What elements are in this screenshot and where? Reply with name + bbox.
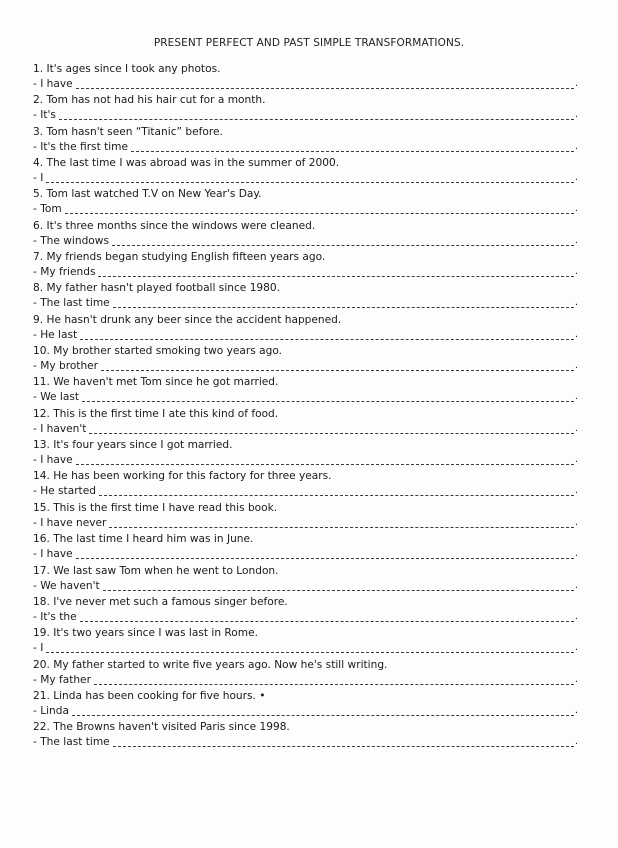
answer-prompt: - It's bbox=[33, 109, 56, 122]
exercise-item bbox=[33, 593, 578, 624]
exercise-item bbox=[33, 656, 578, 687]
answer-prompt: - My father bbox=[33, 673, 91, 686]
exercise-item bbox=[33, 405, 578, 436]
answer-prompt: - My friends bbox=[33, 266, 96, 279]
exercise-question: 17. We last saw Tom when he went to London. bbox=[33, 564, 279, 577]
answer-end-period: . bbox=[574, 234, 578, 246]
answer-prompt: - My brother bbox=[33, 360, 99, 373]
answer-end-period: . bbox=[574, 642, 578, 654]
answer-blank-line[interactable] bbox=[46, 642, 573, 653]
answer-row bbox=[33, 265, 578, 279]
exercise-question: 10. My brother started smoking two years ago. bbox=[33, 345, 282, 358]
answer-prompt: - We last bbox=[33, 391, 80, 404]
answer-row bbox=[33, 673, 578, 687]
answer-row bbox=[33, 610, 578, 624]
answer-blank-line[interactable] bbox=[109, 517, 573, 528]
answer-row bbox=[33, 328, 578, 342]
answer-prompt: - I have never bbox=[33, 516, 107, 529]
exercise-item bbox=[33, 499, 578, 530]
exercise-item bbox=[33, 718, 578, 749]
answer-row bbox=[33, 484, 578, 498]
answer-end-period: . bbox=[574, 203, 578, 215]
answer-blank-line[interactable] bbox=[65, 203, 574, 214]
exercise-question: 20. My father started to write five years ago. Now he's still writing. bbox=[33, 658, 388, 671]
answer-end-period: . bbox=[574, 360, 578, 372]
answer-row bbox=[33, 579, 578, 593]
exercise-item bbox=[33, 562, 578, 593]
exercise-question: 14. He has been working for this factory for three years. bbox=[33, 470, 332, 483]
exercise-item bbox=[33, 436, 578, 467]
answer-end-period: . bbox=[574, 610, 578, 622]
page-title: PRESENT PERFECT AND PAST SIMPLE TRANSFORMATIONS. bbox=[153, 37, 465, 49]
answer-row bbox=[33, 641, 578, 655]
exercise-question: 9. He hasn't drunk any beer since the accident happened. bbox=[33, 313, 342, 326]
exercise-question: 22. The Browns haven't visited Paris since 1998. bbox=[33, 721, 290, 734]
exercise-item bbox=[33, 60, 578, 91]
exercise-item bbox=[33, 248, 578, 279]
answer-end-period: . bbox=[574, 391, 578, 403]
answer-prompt: - The last time bbox=[33, 297, 110, 310]
exercise-item bbox=[33, 123, 578, 154]
answer-end-period: . bbox=[574, 172, 578, 184]
exercise-question: 8. My father hasn't played football since 1980. bbox=[33, 282, 281, 295]
exercise-question: 7. My friends began studying English fifteen years ago. bbox=[33, 251, 326, 264]
exercise-question: 19. It's two years since I was last in Rome. bbox=[33, 627, 258, 640]
exercise-item bbox=[33, 624, 578, 655]
exercise-question: 18. I've never met such a famous singer before. bbox=[33, 595, 288, 608]
answer-end-period: . bbox=[574, 579, 578, 591]
answer-blank-line[interactable] bbox=[101, 360, 574, 371]
answer-blank-line[interactable] bbox=[72, 705, 574, 716]
answer-prompt: - The last time bbox=[33, 736, 110, 749]
answer-row bbox=[33, 422, 578, 436]
exercise-item bbox=[33, 373, 578, 404]
exercise-item bbox=[33, 530, 578, 561]
exercise-question: 4. The last time I was abroad was in the summer of 2000. bbox=[33, 157, 340, 170]
answer-prompt: - Linda bbox=[33, 704, 69, 717]
exercise-question: 13. It's four years since I got married. bbox=[33, 439, 233, 452]
answer-prompt: - I bbox=[33, 172, 44, 185]
answer-end-period: . bbox=[574, 78, 578, 89]
answer-prompt: - The windows bbox=[33, 234, 109, 247]
exercise-question: 15. This is the first time I have read this book. bbox=[33, 501, 278, 514]
exercise-item bbox=[33, 91, 578, 122]
answer-blank-line[interactable] bbox=[98, 266, 573, 277]
answer-prompt: - It's the first time bbox=[33, 140, 129, 153]
answer-end-period: . bbox=[574, 454, 578, 466]
answer-prompt: - I have bbox=[33, 78, 73, 90]
answer-row bbox=[33, 704, 578, 718]
answer-row bbox=[33, 140, 578, 154]
exercise-item bbox=[33, 279, 578, 310]
exercise-list bbox=[33, 60, 578, 750]
answer-end-period: . bbox=[574, 422, 578, 434]
exercise-question: 5. Tom last watched T.V on New Year's Day. bbox=[33, 188, 262, 201]
answer-prompt: - I haven't bbox=[33, 422, 87, 435]
exercise-item bbox=[33, 311, 578, 342]
answer-blank-line[interactable] bbox=[112, 235, 574, 246]
answer-prompt: - He last bbox=[33, 328, 78, 341]
exercise-question: 21. Linda has been cooking for five hours. • bbox=[33, 689, 266, 702]
answer-end-period: . bbox=[574, 109, 578, 121]
answer-row bbox=[33, 108, 578, 122]
answer-blank-line[interactable] bbox=[103, 580, 574, 591]
answer-prompt: - I have bbox=[33, 548, 73, 561]
exercise-question: 6. It's three months since the windows were cleaned. bbox=[33, 219, 316, 232]
answer-end-period: . bbox=[574, 516, 578, 528]
answer-blank-line[interactable] bbox=[76, 454, 574, 465]
exercise-question: 2. Tom has not had his hair cut for a month. bbox=[33, 94, 266, 107]
answer-row bbox=[33, 77, 578, 91]
exercise-question: 11. We haven't met Tom since he got married. bbox=[33, 376, 279, 389]
exercise-item bbox=[33, 154, 578, 185]
answer-prompt: - I bbox=[33, 642, 44, 655]
answer-row bbox=[33, 547, 578, 561]
answer-end-period: . bbox=[574, 548, 578, 560]
answer-prompt: - I have bbox=[33, 454, 73, 467]
answer-prompt: - He started bbox=[33, 485, 96, 498]
answer-blank-line[interactable] bbox=[80, 329, 574, 340]
answer-row bbox=[33, 390, 578, 404]
answer-blank-line[interactable] bbox=[59, 109, 574, 120]
answer-blank-line[interactable] bbox=[113, 736, 574, 747]
answer-row bbox=[33, 171, 578, 185]
answer-prompt: - Tom bbox=[33, 203, 62, 216]
answer-blank-line[interactable] bbox=[113, 297, 574, 308]
exercise-question: 3. Tom hasn't seen “Titanic” before. bbox=[33, 125, 223, 138]
answer-end-period: . bbox=[574, 297, 578, 309]
answer-blank-line[interactable] bbox=[131, 141, 574, 152]
exercise-question: 16. The last time I heard him was in June. bbox=[33, 533, 254, 546]
answer-end-period: . bbox=[574, 485, 578, 497]
answer-row bbox=[33, 202, 578, 216]
exercise-item bbox=[33, 467, 578, 498]
answer-row bbox=[33, 516, 578, 530]
answer-blank-line[interactable] bbox=[99, 485, 574, 496]
exercise-item bbox=[33, 217, 578, 248]
answer-blank-line[interactable] bbox=[46, 172, 573, 183]
answer-blank-line[interactable] bbox=[76, 78, 574, 89]
answer-blank-line[interactable] bbox=[89, 423, 573, 434]
answer-end-period: . bbox=[574, 704, 578, 716]
answer-row bbox=[33, 359, 578, 373]
answer-end-period: . bbox=[574, 140, 578, 152]
answer-end-period: . bbox=[574, 266, 578, 278]
answer-prompt: - We haven't bbox=[33, 579, 100, 592]
answer-end-period: . bbox=[574, 673, 578, 685]
exercise-item bbox=[33, 342, 578, 373]
answer-end-period: . bbox=[574, 736, 578, 748]
exercise-item bbox=[33, 185, 578, 216]
answer-row bbox=[33, 735, 578, 749]
answer-end-period: . bbox=[574, 328, 578, 340]
answer-blank-line[interactable] bbox=[82, 391, 574, 402]
answer-row bbox=[33, 453, 578, 467]
answer-blank-line[interactable] bbox=[76, 548, 574, 559]
answer-row bbox=[33, 296, 578, 310]
answer-row bbox=[33, 234, 578, 248]
exercise-item bbox=[33, 687, 578, 718]
exercise-question: 12. This is the first time I ate this kind of food. bbox=[33, 407, 279, 420]
answer-blank-line[interactable] bbox=[80, 611, 574, 622]
answer-blank-line[interactable] bbox=[94, 674, 574, 685]
exercise-question: 1. It's ages since I took any photos. bbox=[33, 63, 221, 75]
answer-prompt: - It's the bbox=[33, 610, 77, 623]
